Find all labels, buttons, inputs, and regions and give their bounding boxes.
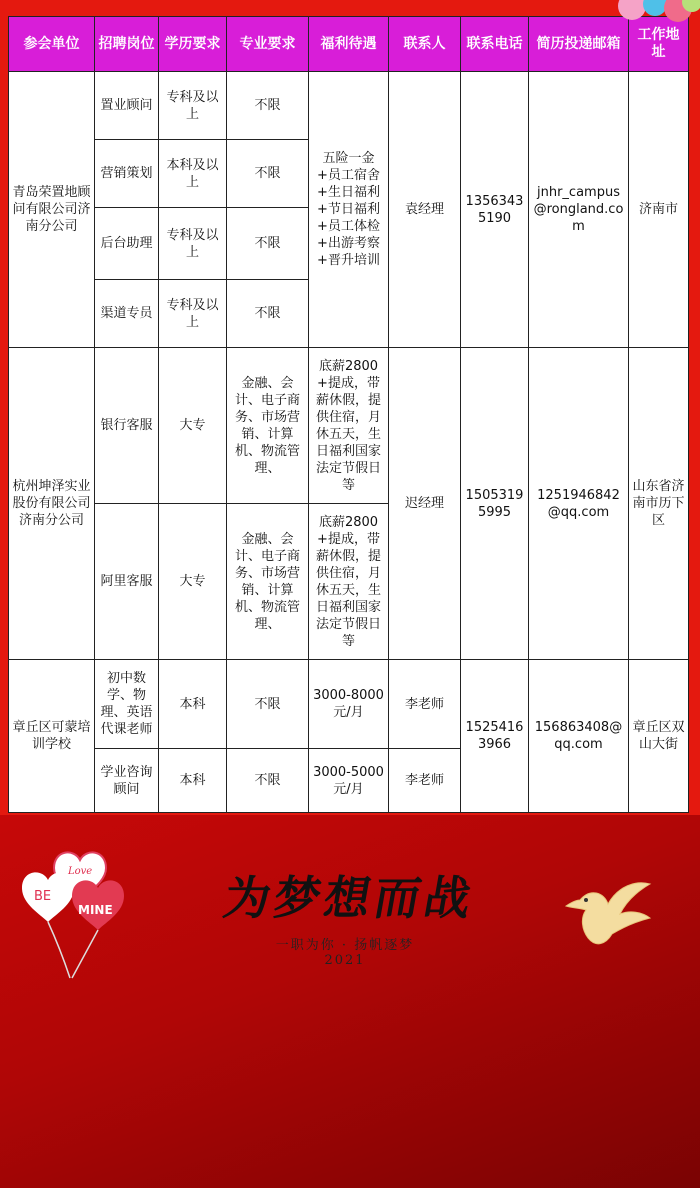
job-education: 专科及以上 [159, 72, 227, 140]
job-major: 不限 [227, 660, 309, 749]
job-major: 不限 [227, 72, 309, 140]
slogan-title: 为梦想而战 [219, 871, 480, 925]
company-name: 杭州坤泽实业股份有限公司济南分公司 [9, 348, 95, 660]
header-address: 工作地址 [629, 17, 689, 72]
header-email: 简历投递邮箱 [529, 17, 629, 72]
job-education: 专科及以上 [159, 280, 227, 348]
slogan-year: 2021 [324, 953, 366, 968]
company-address: 章丘区双山大街 [629, 660, 689, 813]
company-contact: 迟经理 [389, 348, 461, 660]
heart-balloons-icon [20, 848, 130, 983]
company-name: 青岛荣置地顾问有限公司济南分公司 [9, 72, 95, 348]
table-row [9, 660, 689, 749]
job-title: 银行客服 [95, 348, 159, 504]
company-email: jnhr_campus@rongland.com [529, 72, 629, 348]
job-contact: 李老师 [389, 660, 461, 749]
company-benefits: 五险一金+员工宿舍+生日福利+节日福利+员工体检+出游考察+晋升培训 [309, 72, 389, 348]
job-major: 不限 [227, 140, 309, 208]
job-major: 金融、会计、电子商务、市场营销、计算机、物流管理、 [227, 348, 309, 504]
job-major: 不限 [227, 280, 309, 348]
job-education: 专科及以上 [159, 208, 227, 280]
job-title: 渠道专员 [95, 280, 159, 348]
company-phone: 15053195995 [461, 348, 529, 660]
company-email: 156863408@qq.com [529, 660, 629, 813]
job-benefits: 3000-5000元/月 [309, 749, 389, 813]
company-contact: 袁经理 [389, 72, 461, 348]
job-education: 本科 [159, 749, 227, 813]
job-title: 学业咨询顾问 [95, 749, 159, 813]
table-row [9, 348, 689, 504]
header-phone: 联系电话 [461, 17, 529, 72]
job-title: 营销策划 [95, 140, 159, 208]
balloon-text-love: Love [68, 866, 93, 877]
bird-icon [560, 878, 655, 950]
company-phone: 15254163966 [461, 660, 529, 813]
job-major: 金融、会计、电子商务、市场营销、计算机、物流管理、 [227, 504, 309, 660]
balloon-text-be: BE [34, 889, 52, 904]
job-contact: 李老师 [389, 749, 461, 813]
job-education: 本科及以上 [159, 140, 227, 208]
header-benefits: 福利待遇 [309, 17, 389, 72]
balloon-text-mine: MINE [78, 903, 113, 917]
recruitment-table [8, 16, 689, 813]
company-email: 1251946842@qq.com [529, 348, 629, 660]
job-title: 置业顾问 [95, 72, 159, 140]
company-address: 济南市 [629, 72, 689, 348]
header-company: 参会单位 [9, 17, 95, 72]
job-education: 大专 [159, 348, 227, 504]
balloons-decoration [610, 0, 700, 28]
header-position: 招聘岗位 [95, 17, 159, 72]
header-major: 专业要求 [227, 17, 309, 72]
job-major: 不限 [227, 208, 309, 280]
job-title: 后台助理 [95, 208, 159, 280]
company-name: 章丘区可蒙培训学校 [9, 660, 95, 813]
job-benefits: 底薪2800+提成，带薪休假，提供住宿，月休五天，生日福利国家法定节假日等 [309, 348, 389, 504]
job-benefits: 3000-8000元/月 [309, 660, 389, 749]
table-header-row [9, 17, 689, 72]
header-education: 学历要求 [159, 17, 227, 72]
company-phone: 13563435190 [461, 72, 529, 348]
job-major: 不限 [227, 749, 309, 813]
job-title: 初中数学、物理、英语代课老师 [95, 660, 159, 749]
job-benefits: 底薪2800+提成，带薪休假，提供住宿，月休五天，生日福利国家法定节假日等 [309, 504, 389, 660]
job-education: 本科 [159, 660, 227, 749]
slogan-subtitle: 一职为你 · 扬帆逐梦 [275, 938, 415, 953]
job-education: 大专 [159, 504, 227, 660]
header-contact: 联系人 [389, 17, 461, 72]
table-row [9, 72, 689, 140]
job-title: 阿里客服 [95, 504, 159, 660]
company-address: 山东省济南市历下区 [629, 348, 689, 660]
